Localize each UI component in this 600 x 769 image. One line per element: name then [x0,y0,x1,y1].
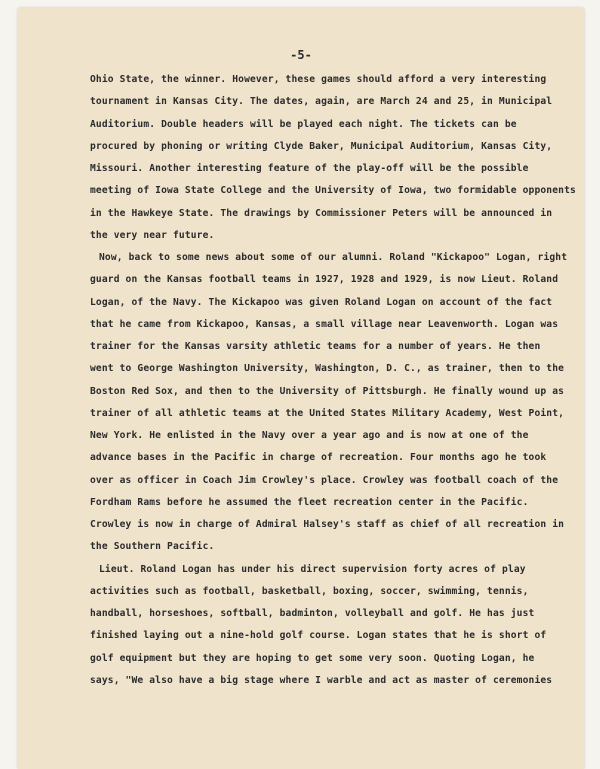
text-line: New York. He enlisted in the Navy over a year ago and is now at one of the [90,430,529,441]
text-line: tournament in Kansas City. The dates, again, are March 24 and 25, in Municipal [90,96,553,108]
text-line: Boston Red Sox, and then to the University of Pittsburgh. He finally wound up as [90,385,565,397]
text-line: handball, horseshoes, softball, badminton, volleyball and golf. He has just [90,608,535,619]
document-page [18,8,584,769]
text-line: trainer for the Kansas varsity athletic teams for a number of years. He then [90,341,541,352]
text-line: Fordham Rams before he assumed the fleet recreation center in the Pacific. [90,496,529,508]
text-line: activities such as football, basketball, boxing, soccer, swimming, tennis, [90,585,529,597]
text-line: Missouri. Another interesting feature of the play-off will be the possible [90,163,529,174]
text-line: procured by phoning or writing Clyde Baker, Municipal Auditorium, Kansas City, [90,140,553,152]
text-line: Crowley is now in charge of Admiral Halsey's staff as chief of all recreation in [90,519,565,530]
text-line: Lieut. Roland Logan has under his direct supervision forty acres of play [99,563,526,575]
text-line: Ohio State, the winner. However, these games should afford a very interesting [90,74,547,85]
text-line: guard on the Kansas football teams in 1927, 1928 and 1929, is now Lieut. Roland [90,274,559,286]
text-line: advance bases in the Pacific in charge of recreation. Four months ago he took [90,452,547,464]
text-line: finished laying out a nine-hold golf course. Logan states that he is short of [90,630,547,642]
page-number: -5- [290,48,312,62]
text-line: says, "We also have a big stage where I warble and act as master of ceremonies [90,674,553,686]
text-line: golf equipment but they are hoping to get some very soon. Quoting Logan, he [90,652,535,664]
text-line: the Southern Pacific. [90,541,215,553]
text-line: trainer of all athletic teams at the United States Military Academy, West Point, [90,407,565,419]
text-line: the very near future. [90,229,215,241]
text-line: Logan, of the Navy. The Kickapoo was given Roland Logan on account of the fact [90,296,553,308]
text-line: went to George Washington University, Washington, D. C., as trainer, then to the [90,363,565,375]
text-line: Now, back to some news about some of our alumni. Roland "Kickapoo" Logan, right [99,252,568,263]
text-line: in the Hawkeye State. The drawings by Commissioner Peters will be announced in [90,207,553,219]
body-text [90,69,576,692]
text-line: over as officer in Coach Jim Crowley's place. Crowley was football coach of the [90,474,559,486]
text-line: meeting of Iowa State College and the University of Iowa, two formidable opponents [90,185,576,197]
text-line: Auditorium. Double headers will be played each night. The tickets can be [90,118,517,130]
text-line: that he came from Kickapoo, Kansas, a small village near Leavenworth. Logan was [90,318,559,330]
